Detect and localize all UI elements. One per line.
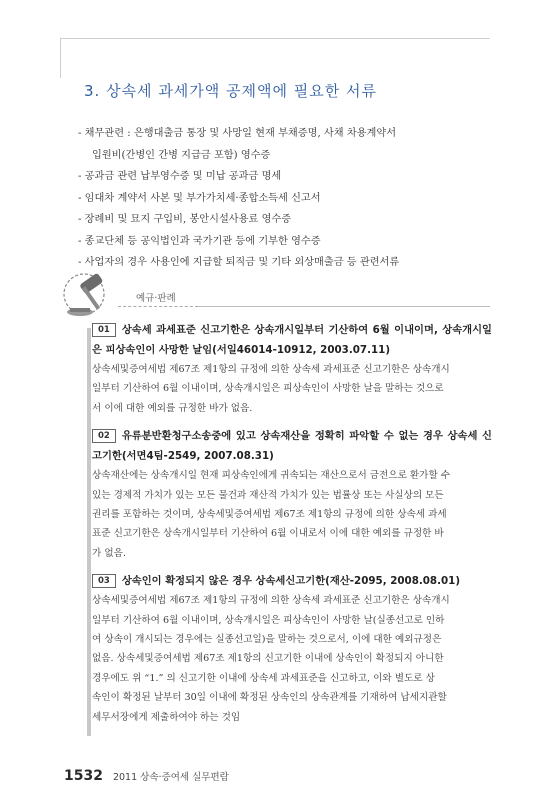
top-frame-line bbox=[60, 38, 490, 39]
case-heading-text: 유류분반환청구소송중에 있고 상속재산을 정확히 파악할 수 없는 경우 상속세 신고기한(서면4팀-2549, 2007.08.31) bbox=[92, 430, 492, 463]
case-heading bbox=[92, 571, 492, 591]
document-item: 입원비(간병인 간병 지급금 포함) 영수증 bbox=[92, 149, 271, 161]
case-number-badge: 02 bbox=[92, 429, 116, 443]
case-number-badge: 01 bbox=[92, 323, 116, 337]
section-title: 3. 상속세 과세가액 공제액에 필요한 서류 bbox=[84, 82, 377, 100]
document-item: - 장례비 및 묘지 구입비, 봉안시설사용료 영수증 bbox=[78, 214, 292, 225]
case-item bbox=[92, 426, 492, 563]
cases-label: 예규·판례 bbox=[136, 293, 176, 304]
case-heading bbox=[92, 426, 492, 466]
case-item bbox=[92, 571, 492, 727]
cases-divider-dashed bbox=[118, 306, 198, 307]
document-item: - 사업자의 경우 사용인에 지급할 퇴직금 및 기타 외상매출금 등 관련서류 bbox=[78, 257, 400, 268]
case-item bbox=[92, 320, 492, 418]
case-heading-text: 상속인이 확정되지 않은 경우 상속세신고기한(재산-2095, 2008.08.01) bbox=[121, 575, 461, 588]
book-title: 2011 상속·증여세 실무편람 bbox=[112, 772, 229, 783]
case-heading-text: 상속세 과세표준 신고기한은 상속개시일부터 기산하여 6월 이내이며, 상속개시일은 피상속인이 사망한 날임(서일46014-10912, 2003.07.11) bbox=[92, 324, 492, 356]
page-footer bbox=[64, 768, 229, 784]
document-item: - 임대차 계약서 사본 및 부가가치세·종합소득세 신고서 bbox=[78, 192, 321, 204]
left-frame-line bbox=[60, 38, 61, 78]
required-documents-list bbox=[78, 123, 498, 274]
case-number-badge: 03 bbox=[92, 574, 116, 588]
cases-vertical-bar bbox=[87, 328, 91, 736]
page-number: 1532 bbox=[64, 768, 103, 784]
case-body: 상속세및증여세법 제67조 제1항의 규정에 의한 상속세 과세표준 신고기한은 상속개시 일부터 기산하여 6월 이내이며, 상속개시일은 피상속인이 사망한 날을 말하는 것으로 서 이에 대한 예외를 규정한 바가 없음. bbox=[92, 364, 450, 414]
case-heading bbox=[92, 320, 492, 360]
gavel-icon bbox=[62, 268, 122, 328]
document-item: - 공과금 관련 납부영수증 및 미납 공과금 명세 bbox=[78, 171, 282, 182]
cases-list bbox=[92, 320, 492, 735]
cases-divider bbox=[198, 306, 490, 307]
case-body: 상속재산에는 상속개시일 현재 피상속인에게 귀속되는 재산으로서 금전으로 환가할 수 있는 경제적 가치가 있는 모든 물건과 재산적 가치가 있는 법률상 또는 사실상의 모든 권리를 포함하는 것이며, 상속세및증여세법 제67조 제1항의 규정에 의한 상속세 과세 표준 신고기한은 상속개시일부터 기산하여 6월 이내로서 이에 대한 예외를 규정한 바 가 없음. bbox=[92, 470, 451, 559]
case-body: 상속세및증여세법 제67조 제1항의 규정에 의한 상속세 과세표준 신고기한은 상속개시 일부터 기산하여 6월 이내이며, 상속개시일은 피상속인이 사망한 날(실종선고로 인하 여 상속이 개시되는 경우에는 실종선고일)을 말하는 것으로서, 이에 대한 예외규정은 없음. 상속세및증여세법 제67조 제1항의 신고기한 이내에 상속인이 확정되지 아니한 경우에도 위 “1.” 의 신고기한 이내에 상속세 과세표준을 신고하고, 이와 별도로 상 속인이 확정된 날부터 30일 이내에 확정된 상속인의 상속관계를 기재하여 납세지관할 세무서장에게 제출하여야 하는 것임 bbox=[92, 595, 450, 723]
document-item: - 채무관련 : 은행대출금 통장 및 사망일 현재 부채증명, 사채 차용계약서 bbox=[78, 128, 397, 139]
document-item: - 종교단체 등 공익법인과 국가기관 등에 기부한 영수증 bbox=[78, 235, 321, 247]
